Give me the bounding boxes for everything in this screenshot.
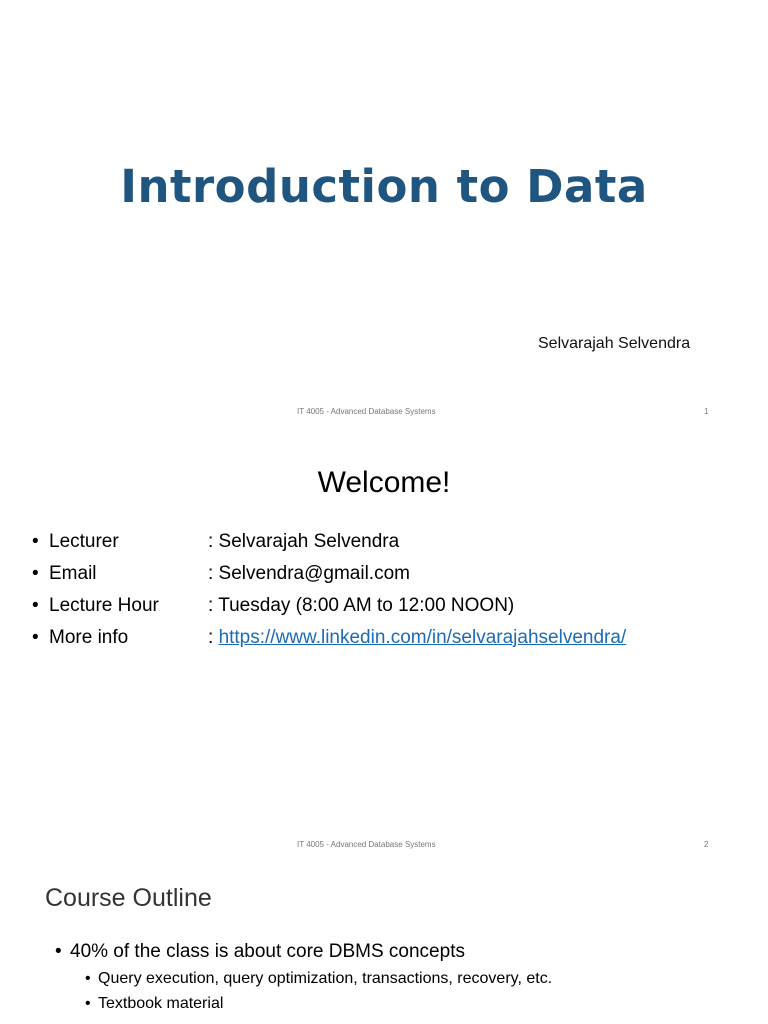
bullet: •	[32, 627, 39, 648]
info-value: : Selvarajah Selvendra	[208, 531, 400, 552]
bullet: •	[85, 969, 91, 987]
info-row-email	[32, 558, 626, 590]
info-row-lecturer	[32, 526, 626, 558]
slide-course-outline	[0, 864, 768, 1024]
slide-page-number: 1	[704, 407, 709, 416]
slide-page-number: 2	[704, 840, 709, 849]
info-list	[32, 526, 626, 654]
outline-subitem	[55, 966, 552, 991]
bullet: •	[32, 531, 39, 552]
slide-welcome	[0, 432, 768, 864]
outline-subitem-text: Textbook material	[98, 994, 224, 1012]
slide-footer-text: IT 4005 - Advanced Database Systems	[297, 840, 436, 849]
info-prefix: :	[208, 627, 219, 648]
outline-subitem	[55, 991, 552, 1016]
outline-item-text: 40% of the class is about core DBMS concepts	[70, 941, 465, 962]
info-label: Lecturer	[49, 531, 119, 552]
bullet: •	[32, 595, 39, 616]
course-outline-heading: Course Outline	[45, 884, 212, 912]
info-label: Email	[49, 563, 97, 584]
info-value	[208, 627, 626, 649]
outline-list	[55, 938, 552, 1016]
bullet: •	[55, 941, 62, 962]
info-value: : Selvendra@gmail.com	[208, 563, 410, 584]
info-row-more-info	[32, 622, 626, 654]
slide-footer-text: IT 4005 - Advanced Database Systems	[297, 407, 436, 416]
bullet: •	[32, 563, 39, 584]
slide-title	[0, 0, 768, 432]
info-label: More info	[49, 627, 129, 648]
outline-item	[55, 938, 552, 966]
linkedin-link[interactable]: https://www.linkedin.com/in/selvarajahselvendra/	[218, 627, 627, 648]
info-label: Lecture Hour	[49, 595, 159, 616]
slide-title-heading: Introduction to Data	[120, 160, 648, 213]
info-value: : Tuesday (8:00 AM to 12:00 NOON)	[208, 595, 515, 616]
info-row-lecture-hour	[32, 590, 626, 622]
author-name: Selvarajah Selvendra	[538, 335, 691, 352]
bullet: •	[85, 994, 91, 1012]
welcome-heading: Welcome!	[317, 466, 451, 499]
outline-subitem-text: Query execution, query optimization, transactions, recovery, etc.	[98, 969, 553, 987]
